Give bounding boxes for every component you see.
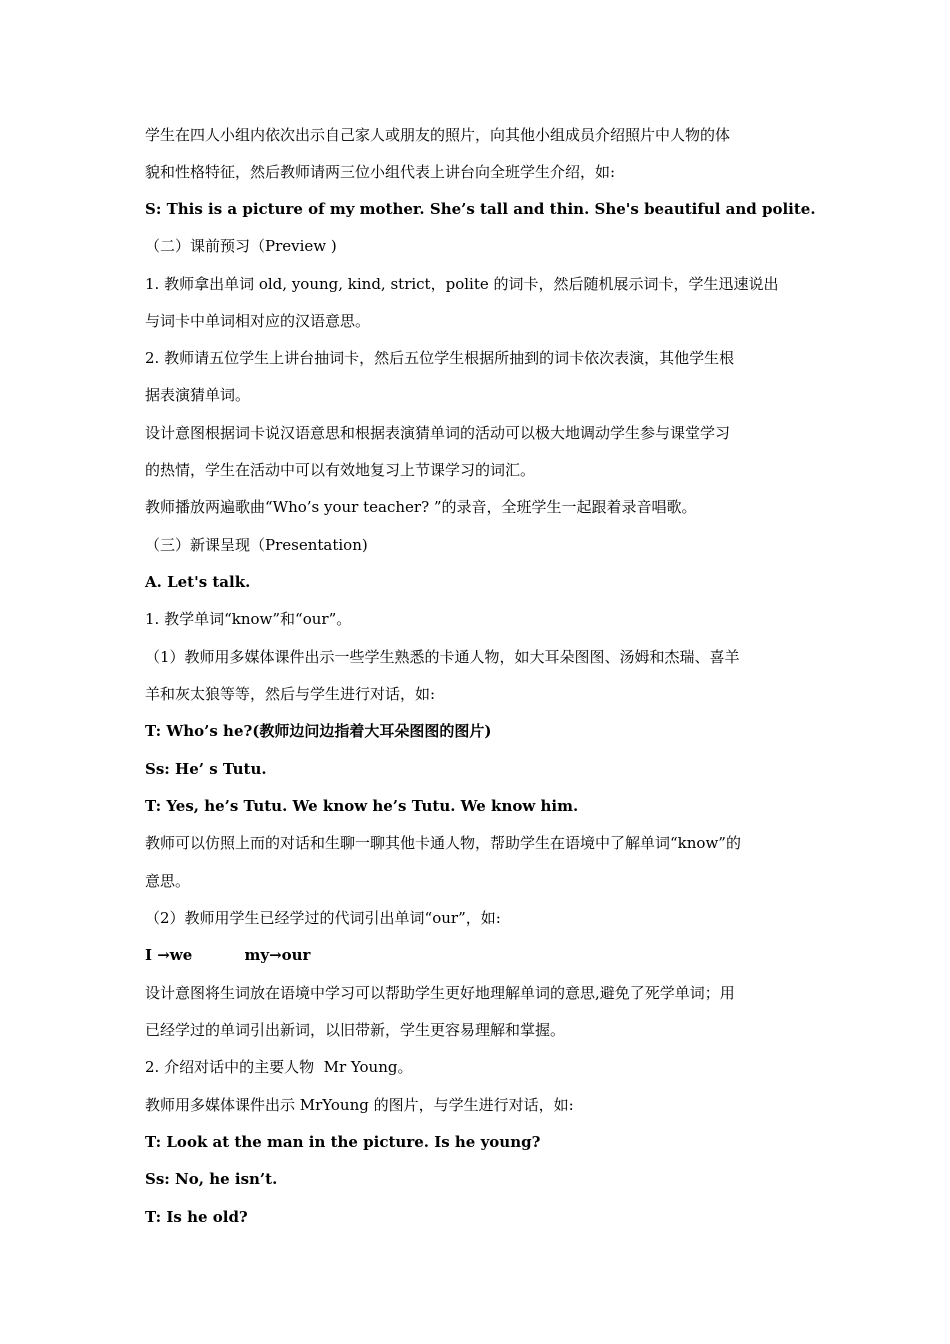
text-line: A. Let's talk. [145, 573, 251, 591]
text-line: T: Look at the man in the picture. Is he young? [145, 1133, 541, 1151]
text-line: 1. 教师拿出单词 old, young, kind, strict，polite 的词卡，然后随机展示词卡，学生迅速说出 [145, 275, 779, 293]
text-line: 教师播放两遍歌曲“Who’s your teacher? ”的录音，全班学生一起跟着录音唱歌。 [145, 498, 697, 516]
text-line: 的热情，学生在活动中可以有效地复习上节课学习的词汇。 [145, 461, 536, 479]
text-line: 1. 教学单词“know”和“our”。 [145, 610, 352, 628]
text-line: 已经学过的单词引出新词，以旧带新，学生更容易理解和掌握。 [145, 1021, 566, 1039]
text-line: 据表演猜单词。 [145, 386, 251, 404]
text-line: （1）教师用多媒体课件出示一些学生熟悉的卡通人物，如大耳朵图图、汤姆和杰瑞、喜羊 [145, 648, 740, 666]
text-line: T: Is he old? [145, 1208, 248, 1226]
text-line: 教师用多媒体课件出示 MrYoung 的图片，与学生进行对话，如: [145, 1096, 574, 1114]
text-line: 羊和灰太狼等等，然后与学生进行对话，如: [145, 685, 436, 703]
text-line: T: Who’s he?(教师边问边指着大耳朵图图的图片) [145, 722, 492, 740]
text-line: 学生在四人小组内依次出示自己家人或朋友的照片，向其他小组成员介绍照片中人物的体 [145, 126, 731, 144]
text-line: 2. 教师请五位学生上讲台抽词卡，然后五位学生根据所抽到的词卡依次表演，其他学生根 [145, 349, 735, 367]
text-line: 意思。 [145, 872, 191, 890]
text-line: Ss: He’ s Tutu. [145, 760, 267, 778]
text-line: 2. 介绍对话中的主要人物 Mr Young。 [145, 1058, 413, 1076]
text-line: 设计意图根据词卡说汉语意思和根据表演猜单词的活动可以极大地调动学生参与课堂学习 [145, 424, 731, 442]
text-line: 与词卡中单词相对应的汉语意思。 [145, 312, 371, 330]
text-line: I →we my→our [145, 946, 311, 964]
section-heading: （三）新课呈现（Presentation) [145, 536, 368, 554]
text-line: 设计意图将生词放在语境中学习可以帮助学生更好地理解单词的意思,避免了死学单词；用 [145, 984, 735, 1002]
text-line: Ss: No, he isn’t. [145, 1170, 278, 1188]
text-line: S: This is a picture of my mother. She’s tall and thin. She's beautiful and polite. [145, 200, 816, 218]
text-line: T: Yes, he’s Tutu. We know he’s Tutu. We know him. [145, 797, 579, 815]
text-line: 貌和性格特征，然后教师请两三位小组代表上讲台向全班学生介绍，如: [145, 163, 616, 181]
section-heading: （二）课前预习（Preview ) [145, 237, 337, 255]
text-line: 教师可以仿照上而的对话和生聊一聊其他卡通人物，帮助学生在语境中了解单词“know”的 [145, 834, 741, 852]
text-line: （2）教师用学生已经学过的代词引出单词“our”，如: [145, 909, 501, 927]
